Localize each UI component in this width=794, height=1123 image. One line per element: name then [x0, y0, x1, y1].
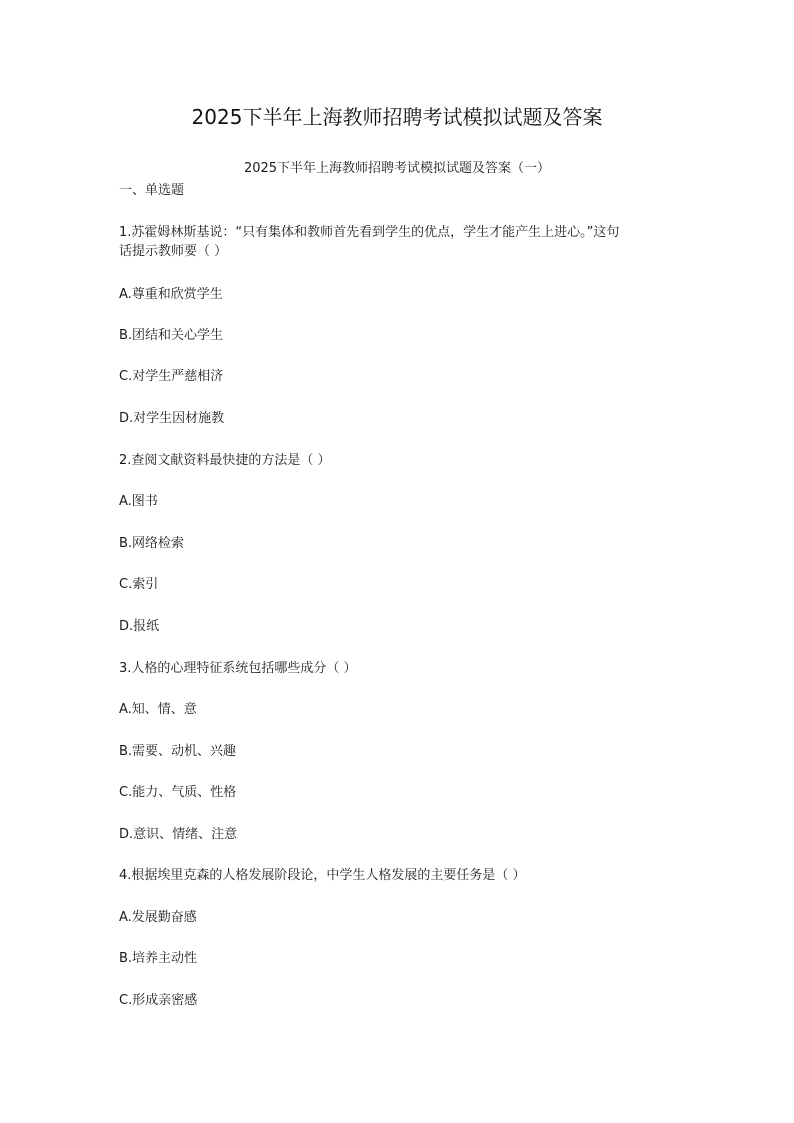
question-1-stem-line1: 1.苏霍姆林斯基说：“只有集体和教师首先看到学生的优点，学生才能产生上进心。”这句 [119, 225, 620, 240]
question-2-option-c: C.索引 [119, 577, 159, 592]
question-1-option-c: C.对学生严慈相济 [119, 369, 224, 384]
question-2-option-a: A.图书 [119, 494, 158, 509]
document-title: 2025下半年上海教师招聘考试模拟试题及答案 [191, 105, 603, 129]
question-4-option-c: C.形成亲密感 [119, 993, 198, 1008]
question-1-stem-line2: 话提示教师要（ ） [119, 244, 228, 259]
question-4-stem: 4.根据埃里克森的人格发展阶段论，中学生人格发展的主要任务是（ ） [119, 868, 526, 883]
question-2-option-d: D.报纸 [119, 619, 160, 634]
question-1-option-d: D.对学生因材施教 [119, 411, 225, 426]
question-1-option-b: B.团结和关心学生 [119, 328, 224, 343]
question-3-option-b: B.需要、动机、兴趣 [119, 744, 237, 759]
question-2-option-b: B.网络检索 [119, 536, 185, 551]
question-4-option-a: A.发展勤奋感 [119, 910, 197, 925]
question-1-option-a: A.尊重和欣赏学生 [119, 287, 223, 302]
question-2-stem: 2.查阅文献资料最快捷的方法是（ ） [119, 453, 331, 468]
section-heading: 一、单选题 [119, 183, 185, 198]
document-subtitle: 2025下半年上海教师招聘考试模拟试题及答案（一） [243, 161, 551, 176]
question-3-stem: 3.人格的心理特征系统包括哪些成分（ ） [119, 661, 357, 676]
question-3-option-c: C.能力、气质、性格 [119, 785, 237, 800]
question-3-option-d: D.意识、情绪、注意 [119, 827, 238, 842]
question-3-option-a: A.知、情、意 [119, 702, 197, 717]
question-4-option-b: B.培养主动性 [119, 951, 198, 966]
